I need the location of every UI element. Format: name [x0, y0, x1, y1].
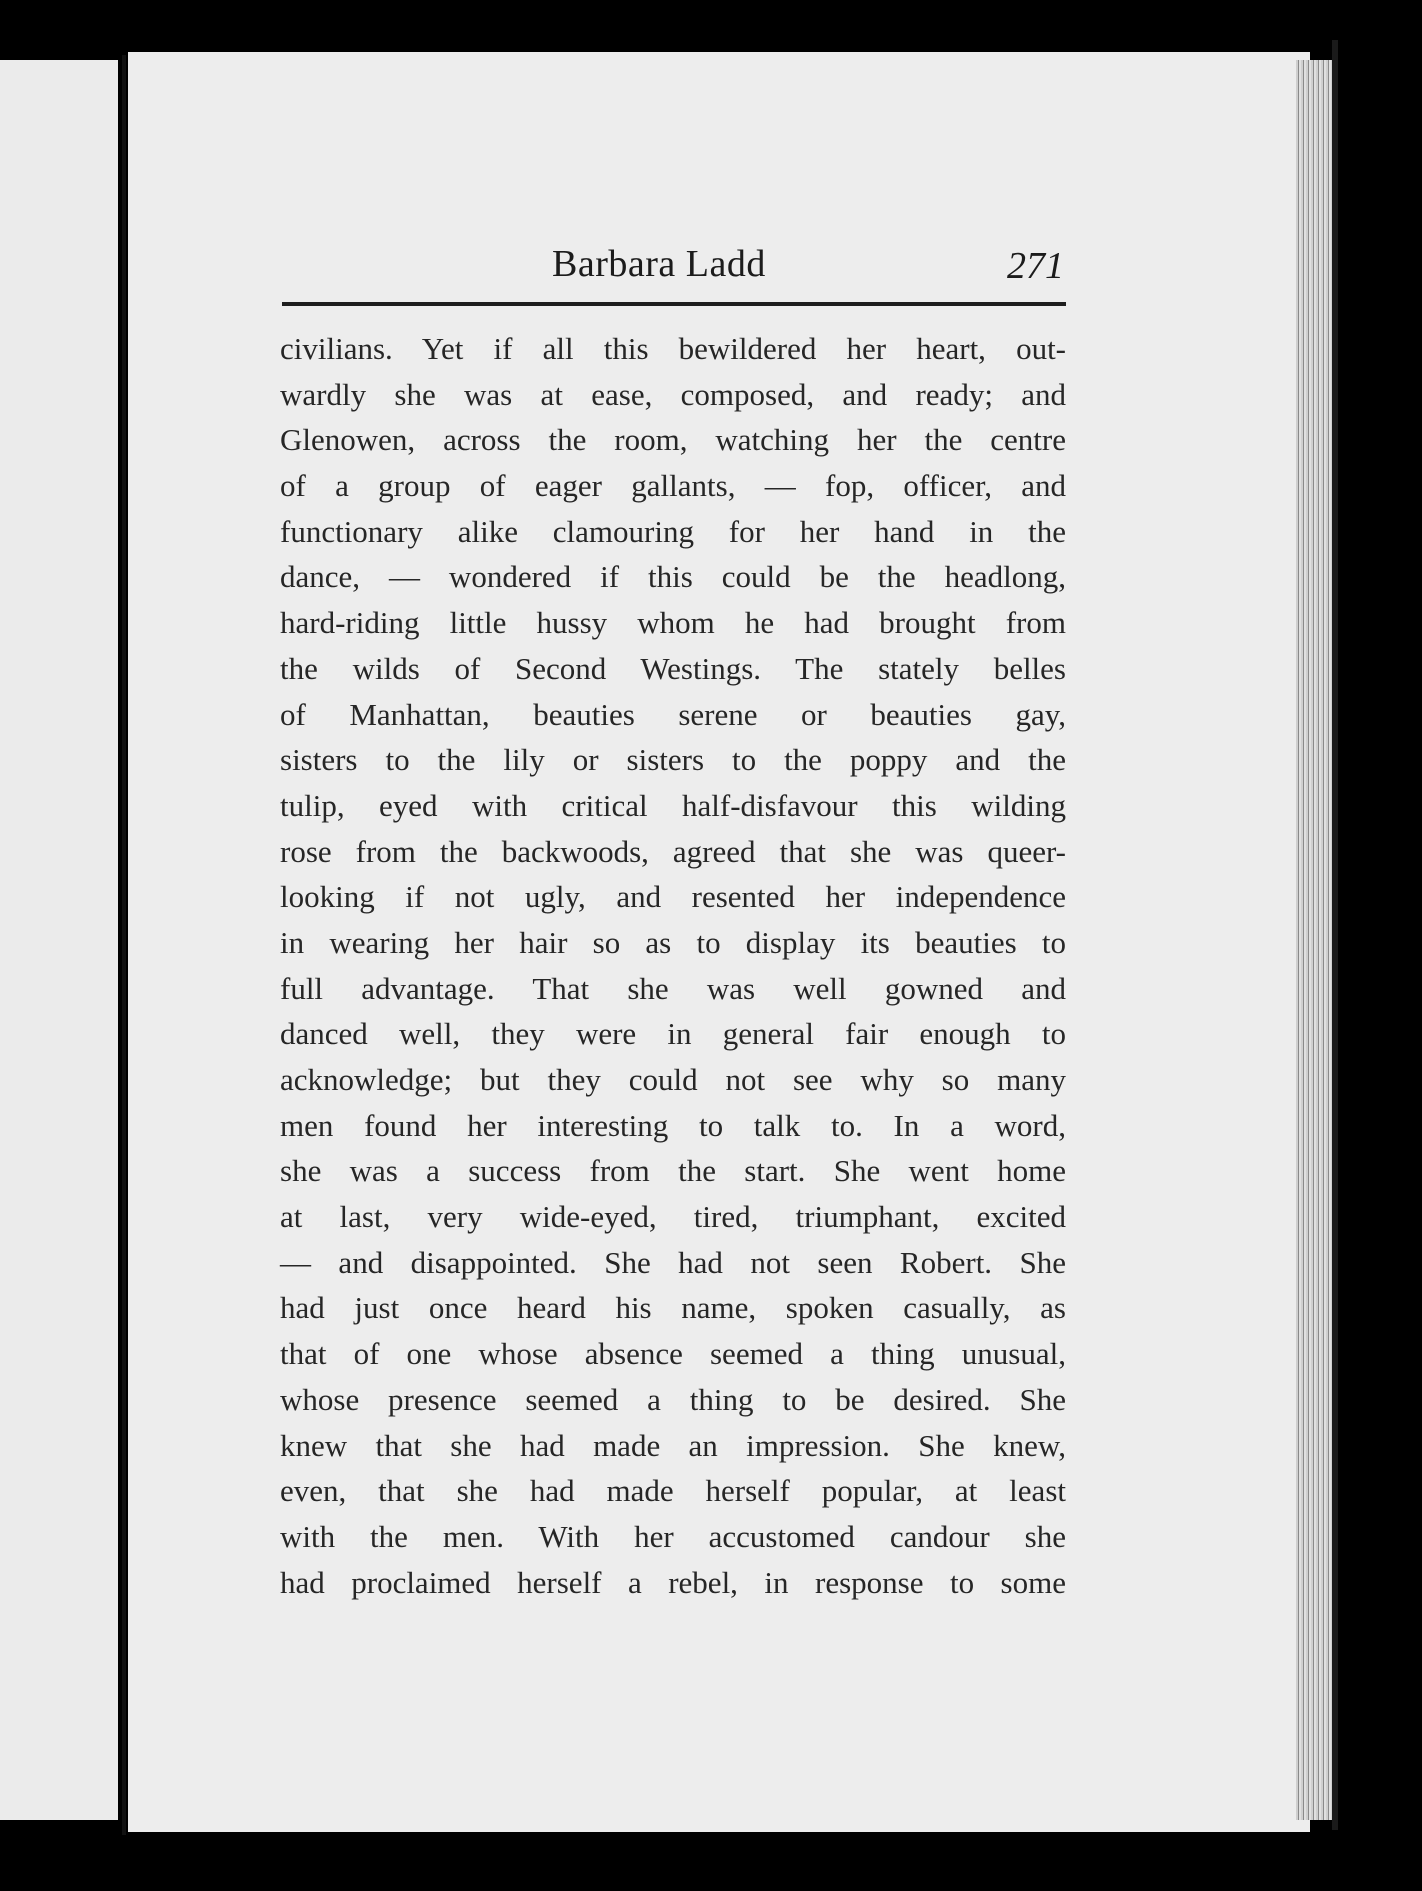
text-line: with the men. With her accustomed candour she	[280, 1518, 1066, 1554]
text-line: of Manhattan, beauties serene or beauties gay,	[280, 696, 1066, 732]
text-line: looking if not ugly, and resented her independence	[280, 879, 1066, 915]
text-line: men found her interesting to talk to. In a word,	[280, 1107, 1066, 1143]
text-line: sisters to the lily or sisters to the poppy and the	[280, 742, 1066, 778]
text-line: hard-riding little hussy whom he had brought from	[280, 605, 1066, 641]
text-line: had proclaimed herself a rebel, in response to some	[280, 1564, 1066, 1600]
text-line: acknowledge; but they could not see why so many	[280, 1062, 1066, 1097]
text-line: had just once heard his name, spoken casually, as	[280, 1290, 1066, 1326]
text-line: dance, — wondered if this could be the headlong,	[280, 559, 1066, 595]
text-line: of a group of eager gallants, — fop, officer, and	[280, 468, 1066, 504]
text-line: civilians. Yet if all this bewildered her heart, out-	[280, 331, 1066, 366]
text-line: whose presence seemed a thing to be desired. She	[280, 1381, 1066, 1417]
text-line: tulip, eyed with critical half-disfavour this wilding	[280, 787, 1066, 823]
text-line: danced well, they were in general fair enough to	[280, 1016, 1066, 1052]
body-text	[280, 326, 1066, 1605]
text-line: Glenowen, across the room, watching her the centre	[280, 422, 1066, 458]
text-line: at last, very wide-eyed, tired, triumphant, excited	[280, 1199, 1066, 1235]
running-title: Barbara Ladd	[552, 243, 766, 285]
text-line: she was a success from the start. She went home	[280, 1153, 1066, 1189]
text-line: in wearing her hair so as to display its beauties to	[280, 924, 1066, 960]
page-number: 271	[1007, 245, 1064, 287]
text-line: functionary alike clamouring for her hand in the	[280, 513, 1066, 549]
text-line: the wilds of Second Westings. The stately belles	[280, 650, 1066, 686]
page-edge-shadow	[1332, 40, 1338, 1830]
text-line: rose from the backwoods, agreed that she was queer-	[280, 833, 1066, 869]
page-stack-edges	[1296, 60, 1332, 1820]
text-line: wardly she was at ease, composed, and ready; and	[280, 376, 1066, 412]
text-line: — and disappointed. She had not seen Robert. She	[280, 1244, 1066, 1280]
facing-page-edge	[0, 60, 118, 1820]
text-line: knew that she had made an impression. She knew,	[280, 1427, 1066, 1463]
running-header	[282, 240, 1064, 300]
text-line: even, that she had made herself popular, at least	[280, 1473, 1066, 1509]
text-line: full advantage. That she was well gowned and	[280, 970, 1066, 1006]
text-line: that of one whose absence seemed a thing unusual,	[280, 1336, 1066, 1372]
header-rule	[282, 302, 1066, 306]
book-gutter	[122, 55, 126, 1835]
